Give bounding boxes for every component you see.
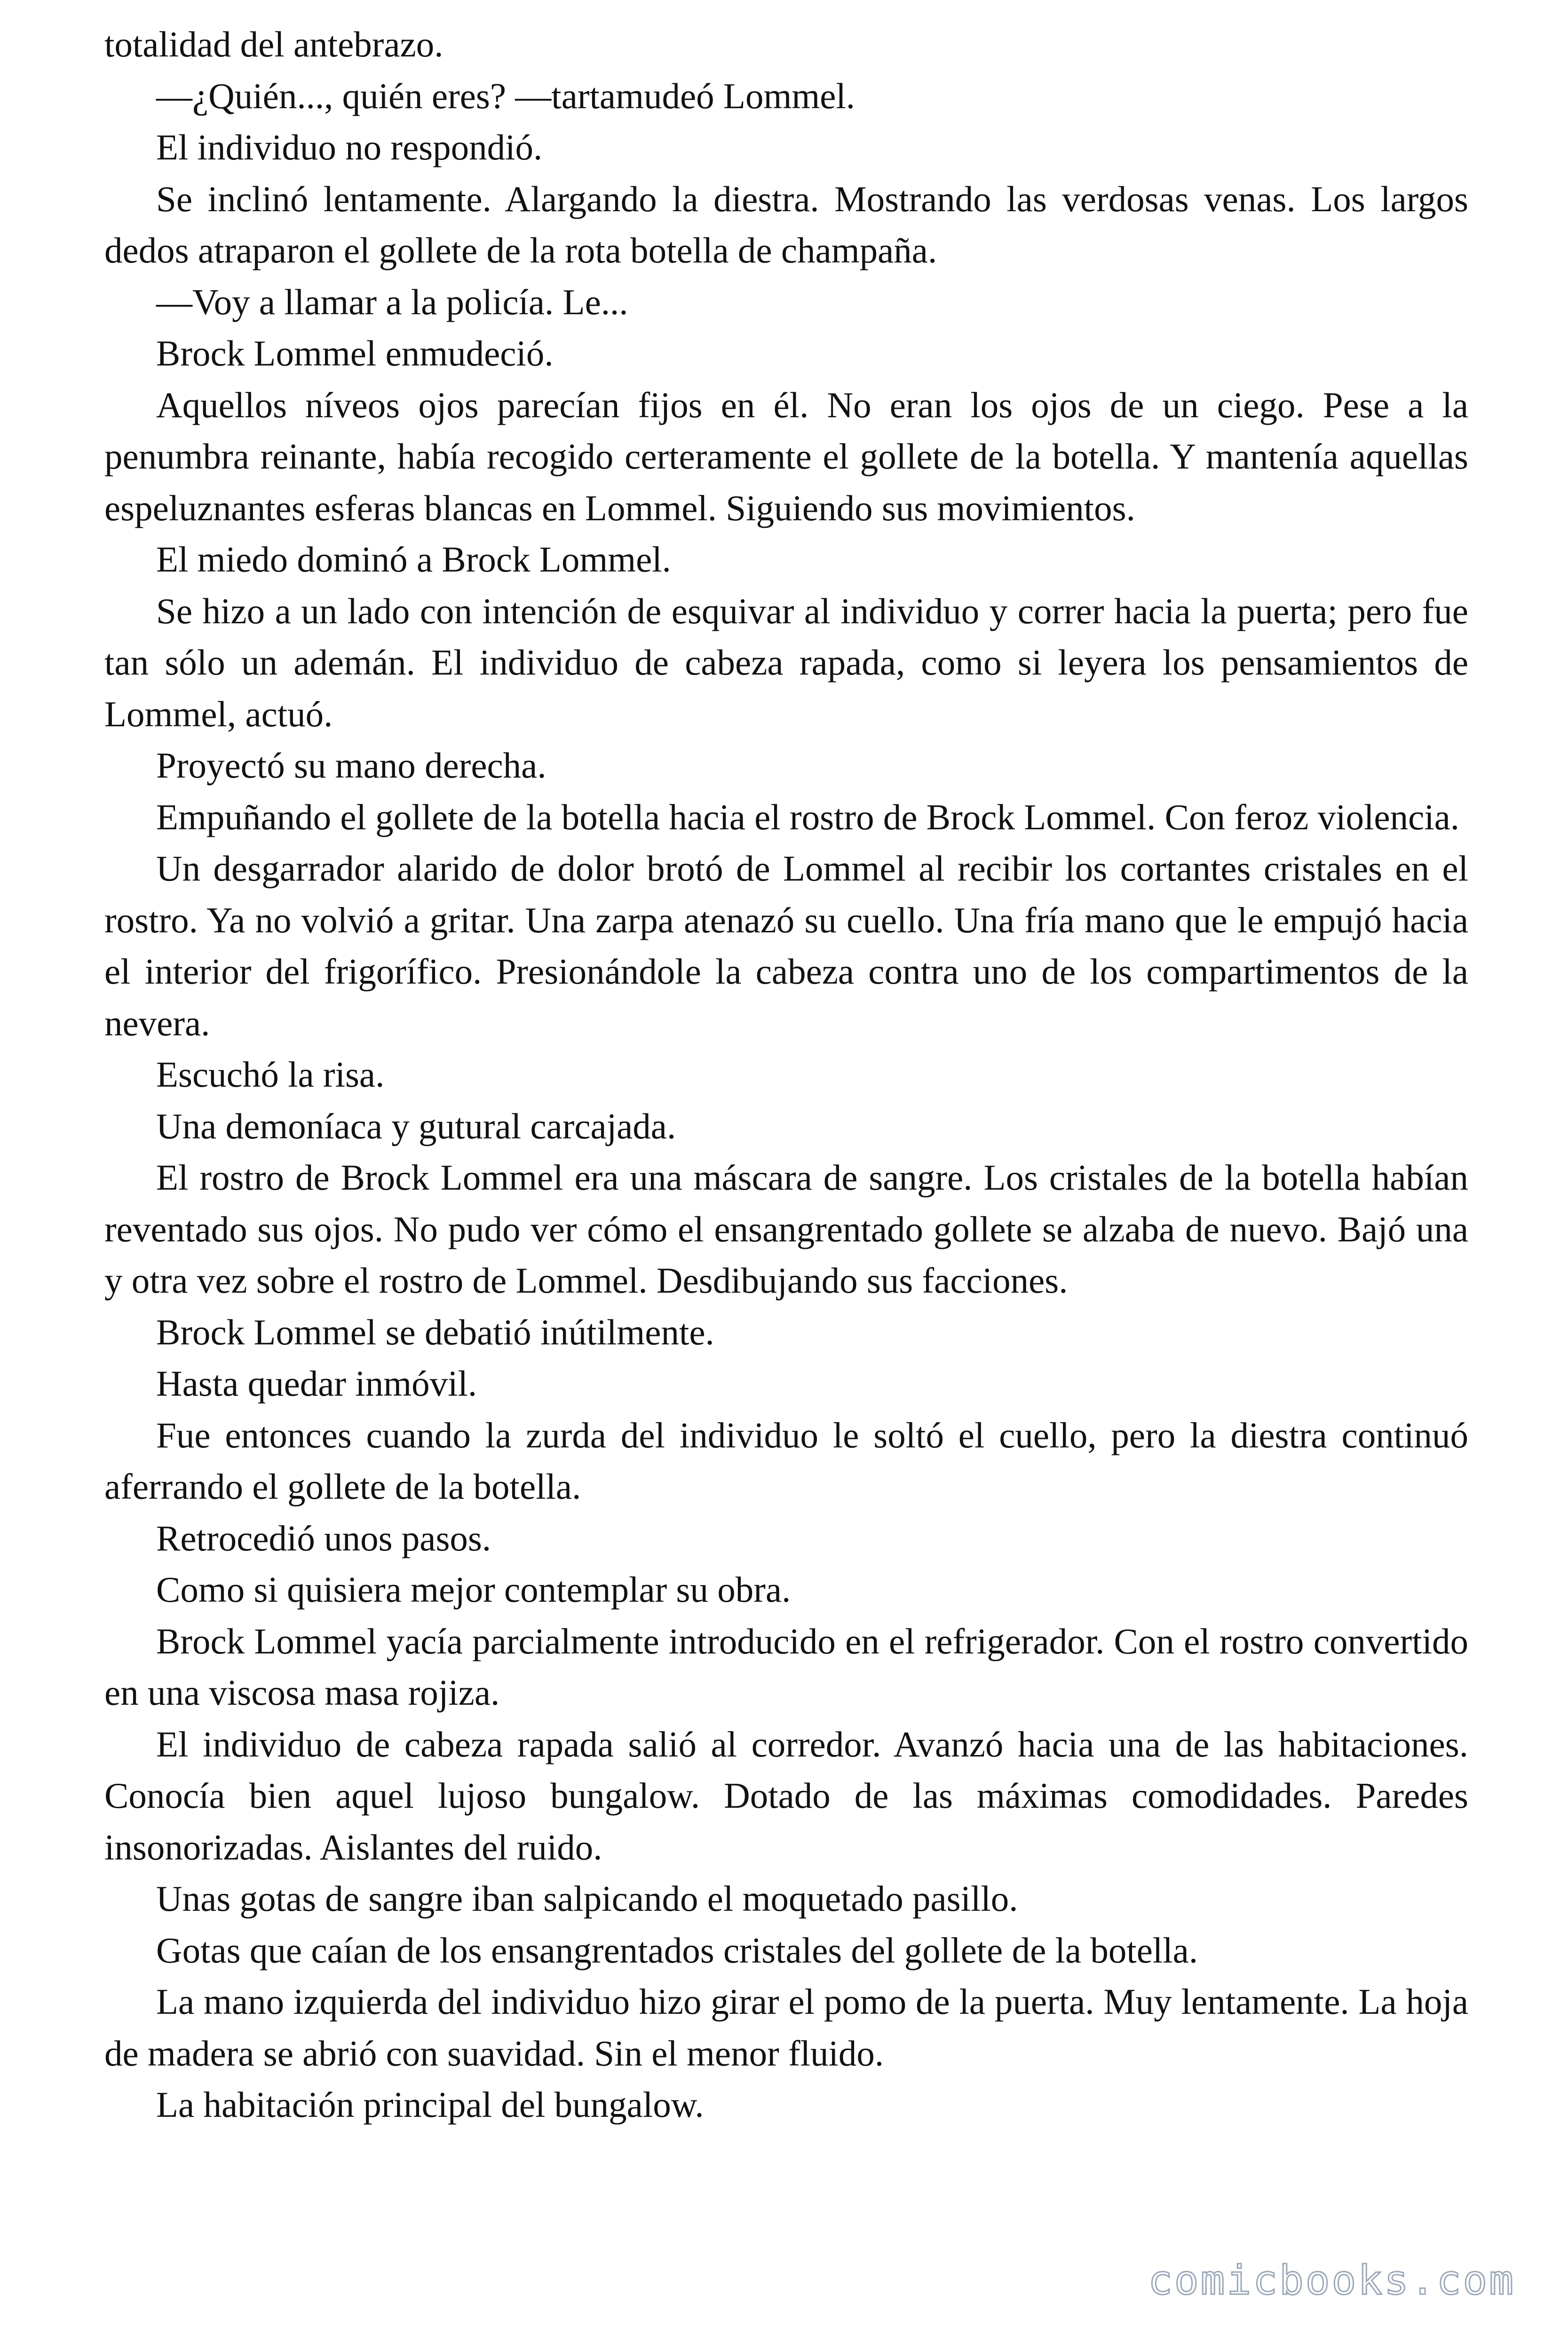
paragraph: Aquellos níveos ojos parecían fijos en él. No eran los ojos de un ciego. Pese a la penumbra reinante, había recogido certeramente el gollete de la botella. Y mantenía aquellas espeluznantes esferas blancas en Lommel. Siguiendo sus movimientos. [104, 384, 1468, 528]
paragraph: Fue entonces cuando la zurda del individuo le soltó el cuello, pero la diestra continuó aferrando el gollete de la botella. [104, 1414, 1468, 1507]
paragraph: Retrocedió unos pasos. [156, 1518, 491, 1558]
paragraph: Un desgarrador alarido de dolor brotó de Lommel al recibir los cortantes cristales en el rostro. Ya no volvió a gritar. Una zarpa atenazó su cuello. Una fría mano que le empujó hacia el interior del frigorífico. Presionándole la cabeza contra uno de los compartimentos de la nevera. [104, 848, 1468, 1043]
paragraph: Hasta quedar inmóvil. [156, 1363, 477, 1404]
paragraph: Se hizo a un lado con intención de esquivar al individuo y correr hacia la puerta; pero fue tan sólo un ademán. El individuo de cabeza rapada, como si leyera los pensamientos de Lommel, actuó. [104, 590, 1468, 734]
paragraph: Unas gotas de sangre iban salpicando el moquetado pasillo. [156, 1878, 1018, 1919]
paragraph: Brock Lommel se debatió inútilmente. [156, 1311, 714, 1352]
paragraph: Empuñando el gollete de la botella hacia el rostro de Brock Lommel. Con feroz violencia. [156, 796, 1460, 837]
paragraph: La mano izquierda del individuo hizo girar el pomo de la puerta. Muy lentamente. La hoja de madera se abrió con suavidad. Sin el menor fluido. [104, 1981, 1468, 2074]
paragraph: El rostro de Brock Lommel era una máscara de sangre. Los cristales de la botella habían reventado sus ojos. No pudo ver cómo el ensangrentado gollete se alzaba de nuevo. Bajó una y otra vez sobre el rostro de Lommel. Desdibujando sus facciones. [104, 1157, 1468, 1301]
paragraph: Proyectó su mano derecha. [156, 745, 546, 786]
paragraph: Brock Lommel yacía parcialmente introducido en el refrigerador. Con el rostro convertido en una viscosa masa rojiza. [104, 1621, 1468, 1713]
paragraph: La habitación principal del bungalow. [156, 2084, 704, 2125]
paragraph: totalidad del antebrazo. [104, 24, 443, 64]
paragraph: Una demoníaca y gutural carcajada. [156, 1105, 676, 1146]
paragraph: El miedo dominó a Brock Lommel. [156, 539, 671, 580]
paragraph: Se inclinó lentamente. Alargando la diestra. Mostrando las verdosas venas. Los largos dedos atraparon el gollete de la rota botella de champaña. [104, 178, 1468, 270]
paragraph: Como si quisiera mejor contemplar su obra. [156, 1569, 791, 1610]
paragraph: El individuo de cabeza rapada salió al corredor. Avanzó hacia una de las habitaciones. Conocía bien aquel lujoso bungalow. Dotado de las máximas comodidades. Paredes insonorizadas. Aislantes del ruido. [104, 1724, 1468, 1867]
paragraph: Brock Lommel enmudeció. [156, 333, 554, 373]
paragraph: Gotas que caían de los ensangrentados cristales del gollete de la botella. [156, 1930, 1198, 1971]
paragraph: El individuo no respondió. [156, 127, 543, 167]
body-text [104, 19, 1468, 2131]
watermark: comicbooks.com [1148, 2257, 1515, 2304]
paragraph: —Voy a llamar a la policía. Le... [156, 281, 628, 322]
paragraph: —¿Quién..., quién eres? —tartamudeó Lommel. [156, 75, 855, 116]
paragraph: Escuchó la risa. [156, 1054, 385, 1095]
